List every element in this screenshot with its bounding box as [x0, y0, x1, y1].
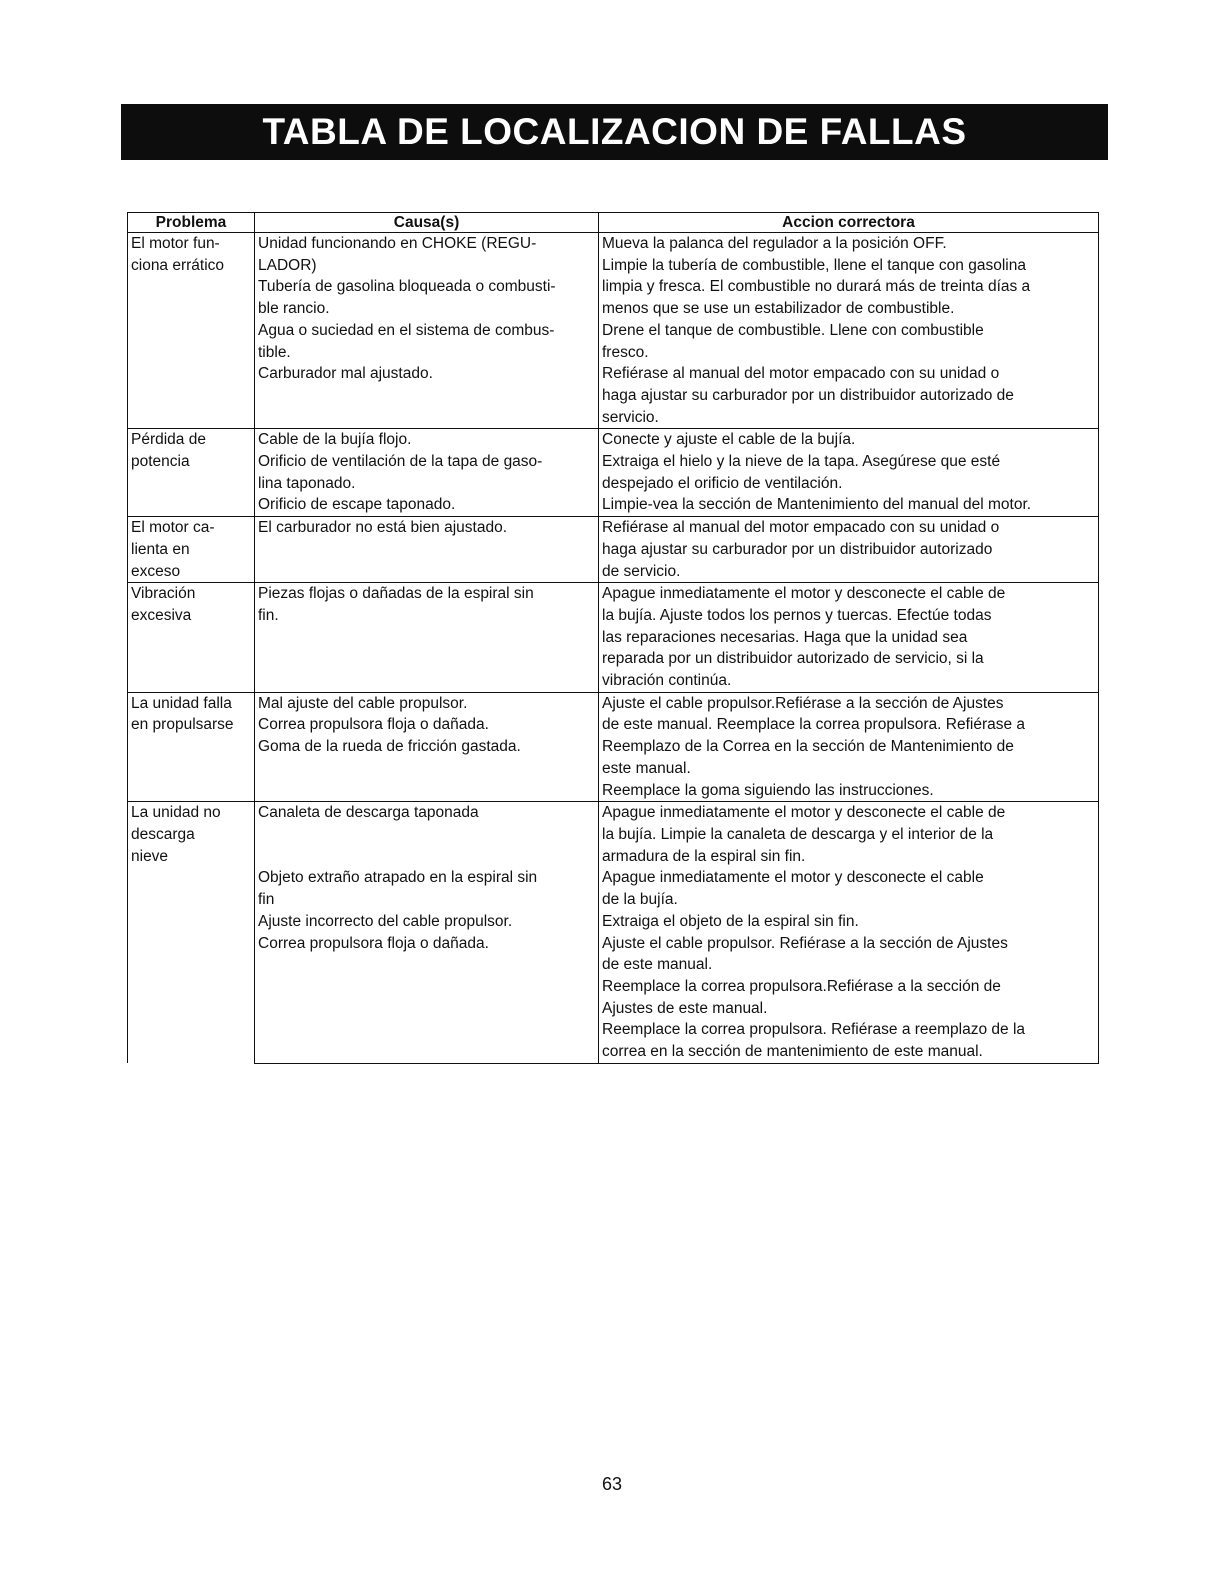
cause-text-line: Agua o suciedad en el sistema de combus- [258, 321, 555, 339]
action-text-line: Limpie la tubería de combustible, llene el tanque con gasolina [602, 256, 1026, 274]
table-row [128, 429, 1099, 517]
cause-text-line: tible. [258, 343, 291, 361]
action-text-line: este manual. [602, 759, 691, 777]
action-text-line: haga ajustar su carburador por un distribuidor autorizado [602, 540, 993, 558]
problem-text-line: Pérdida de [131, 431, 206, 449]
action-text-line: Limpie-vea la sección de Mantenimiento del manual del motor. [602, 496, 1032, 514]
cause-cell [255, 802, 599, 1063]
action-cell [599, 692, 1099, 802]
problem-text-line: descarga [131, 825, 195, 843]
table-row [128, 802, 1099, 1063]
cause-cell [255, 692, 599, 802]
action-cell [599, 802, 1099, 1063]
action-text-line: Apague inmediatamente el motor y desconecte el cable [602, 869, 984, 887]
action-text-line: Apague inmediatamente el motor y desconecte el cable de [602, 585, 1006, 603]
problem-cell [128, 517, 255, 583]
cause-cell [255, 583, 599, 693]
problem-text-line: El motor fun- [131, 235, 220, 252]
cause-text-line: Piezas flojas o dañadas de la espiral sin [258, 585, 534, 603]
action-text-line: menos que se use un estabilizador de combustible. [602, 300, 955, 318]
cause-text-line: Correa propulsora floja o dañada. [258, 716, 489, 734]
action-text-line: Ajuste el cable propulsor. Refiérase a la sección de Ajustes [602, 934, 1008, 952]
problem-text-line: nieve [131, 847, 169, 865]
action-text-line: de este manual. Reemplace la correa propulsora. Refiérase a [602, 716, 1026, 734]
cause-text-line [258, 846, 595, 868]
action-text-line: Reemplace la correa propulsora. Refiérase a reemplazo de la [602, 1021, 1026, 1039]
cause-text-line: ble rancio. [258, 300, 330, 318]
action-text-line: Mueva la palanca del regulador a la posición OFF. [602, 235, 947, 252]
action-text-line: servicio. [602, 408, 659, 426]
action-text-line: de la bujía. [602, 891, 678, 909]
action-text-line: reparada por un distribuidor autorizado de servicio, si la [602, 650, 984, 668]
action-text-line: Ajuste el cable propulsor.Refiérase a la sección de Ajustes [602, 694, 1004, 712]
action-text-line: fresco. [602, 343, 649, 361]
action-text-line: Conecte y ajuste el cable de la bujía. [602, 431, 856, 449]
action-cell [599, 233, 1099, 429]
problem-cell [128, 429, 255, 517]
header-problem: Problema [128, 213, 255, 233]
problem-text-line: Vibración [131, 585, 196, 603]
action-text-line: Refiérase al manual del motor empacado con su unidad o [602, 365, 1000, 383]
action-text-line: de servicio. [602, 562, 681, 580]
problem-text-line: ciona errático [131, 256, 225, 274]
cause-text-line: Orificio de ventilación de la tapa de gaso- [258, 453, 543, 471]
action-text-line: limpia y fresca. El combustible no durará más de treinta días a [602, 278, 1031, 296]
action-text-line: haga ajustar su carburador por un distribuidor autorizado de [602, 386, 1014, 404]
cause-text-line: Canaleta de descarga taponada [258, 804, 479, 822]
problem-cell [128, 583, 255, 693]
problem-text-line: lienta en [131, 540, 190, 558]
table-body [128, 233, 1099, 1064]
troubleshooting-table [127, 212, 1099, 1064]
action-cell [599, 583, 1099, 693]
action-cell [599, 517, 1099, 583]
cause-text-line: Cable de la bujía flojo. [258, 431, 412, 449]
header-action: Accion correctora [599, 213, 1099, 233]
cause-text-line: El carburador no está bien ajustado. [258, 519, 508, 537]
action-text-line: despejado el orificio de ventilación. [602, 474, 843, 492]
problem-text-line: El motor ca- [131, 519, 215, 537]
problem-text-line: excesiva [131, 606, 192, 624]
page-number: 63 [601, 1474, 623, 1494]
cause-text-line [258, 824, 595, 846]
cause-text-line: Carburador mal ajustado. [258, 365, 433, 383]
cause-text-line: fin. [258, 606, 279, 624]
action-text-line: Extraiga el hielo y la nieve de la tapa. Asegúrese que esté [602, 453, 1001, 471]
cause-cell [255, 517, 599, 583]
cause-cell [255, 429, 599, 517]
action-text-line: correa en la sección de mantenimiento de este manual. [602, 1043, 983, 1061]
cause-text-line: lina taponado. [258, 474, 356, 492]
action-text-line: la bujía. Ajuste todos los pernos y tuercas. Efectúe todas [602, 606, 992, 624]
action-text-line: Refiérase al manual del motor empacado con su unidad o [602, 519, 1000, 537]
problem-cell [128, 802, 255, 1063]
cause-text-line: Orificio de escape taponado. [258, 496, 456, 514]
header-cause: Causa(s) [255, 213, 599, 233]
problem-text-line: exceso [131, 562, 181, 580]
table-row [128, 692, 1099, 802]
cause-text-line: Objeto extraño atrapado en la espiral sin [258, 869, 538, 887]
cause-text-line: Goma de la rueda de fricción gastada. [258, 738, 521, 756]
cause-text-line: Ajuste incorrecto del cable propulsor. [258, 912, 513, 930]
action-cell [599, 429, 1099, 517]
problem-text-line: en propulsarse [131, 716, 234, 734]
action-text-line: Apague inmediatamente el motor y desconecte el cable de [602, 804, 1006, 822]
table-header-row [128, 213, 1099, 233]
table-row [128, 233, 1099, 429]
problem-cell [128, 692, 255, 802]
problem-text-line: La unidad falla [131, 694, 232, 712]
action-text-line: las reparaciones necesarias. Haga que la unidad sea [602, 628, 968, 646]
action-text-line: Reemplace la correa propulsora.Refiérase a la sección de [602, 977, 1001, 995]
cause-text-line: Unidad funcionando en CHOKE (REGU- [258, 235, 537, 252]
action-text-line: la bujía. Limpie la canaleta de descarga y el interior de la [602, 825, 994, 843]
table-row [128, 517, 1099, 583]
problem-text-line: potencia [131, 453, 190, 471]
action-text-line: Extraiga el objeto de la espiral sin fin. [602, 912, 859, 930]
cause-cell [255, 233, 599, 429]
action-text-line: Drene el tanque de combustible. Llene con combustible [602, 321, 984, 339]
action-text-line: armadura de la espiral sin fin. [602, 847, 806, 865]
table-row [128, 583, 1099, 693]
page-title: TABLA DE LOCALIZACION DE FALLAS [262, 111, 967, 152]
problem-text-line: La unidad no [131, 804, 221, 822]
cause-text-line: Mal ajuste del cable propulsor. [258, 694, 468, 712]
title-banner [121, 104, 1108, 160]
problem-cell [128, 233, 255, 429]
action-text-line: de este manual. [602, 956, 713, 974]
cause-text-line: fin [258, 891, 275, 909]
action-text-line: Reemplace la goma siguiendo las instrucciones. [602, 781, 934, 799]
cause-text-line: Correa propulsora floja o dañada. [258, 934, 489, 952]
cause-text-line: LADOR) [258, 256, 317, 274]
action-text-line: Reemplazo de la Correa en la sección de Mantenimiento de [602, 738, 1014, 756]
cause-text-line: Tubería de gasolina bloqueada o combusti- [258, 278, 556, 296]
action-text-line: Ajustes de este manual. [602, 999, 768, 1017]
action-text-line: vibración continúa. [602, 672, 732, 690]
